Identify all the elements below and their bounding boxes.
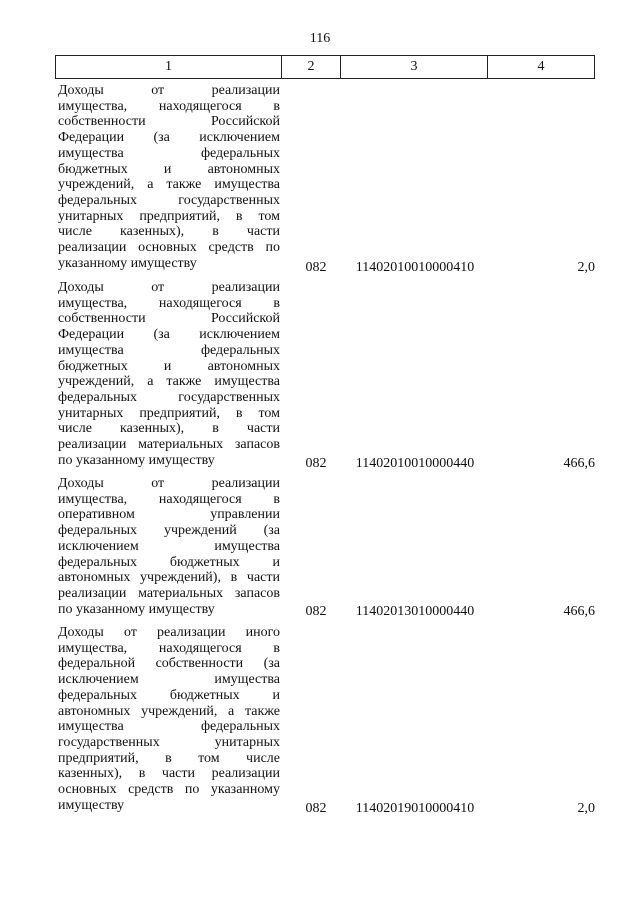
description-line: реализации материальных запасов xyxy=(58,437,280,453)
description-line: имущества федеральных xyxy=(58,145,280,161)
description-line: по указанному имуществу xyxy=(58,601,215,617)
description-line: основных средств по указанному xyxy=(58,782,280,798)
description-line: автономных учреждений, а также xyxy=(58,703,280,719)
description-line: реализации основных средств по xyxy=(58,240,280,256)
description-line: унитарных предприятий, в том xyxy=(58,405,280,421)
description-line: унитарных предприятий, в том xyxy=(58,208,280,224)
amount: 2,0 xyxy=(577,260,595,275)
table-row xyxy=(55,83,595,279)
description-line: числе казенных), в части xyxy=(58,421,280,437)
description-line: имущества, находящегося в xyxy=(58,295,280,311)
description-line: числе казенных), в части xyxy=(58,224,280,240)
description-line: имущества, находящегося в xyxy=(58,98,280,114)
description-line: федеральных государственных xyxy=(58,192,280,208)
description-line: Федерации (за исключением xyxy=(58,130,280,146)
description-line: казенных), в части реализации xyxy=(58,766,280,782)
budget-classification-code: 11402019010000410 xyxy=(355,801,475,816)
description-line: федеральной собственности (за xyxy=(58,656,280,672)
description-line: по указанному имуществу xyxy=(58,452,215,468)
table-row xyxy=(55,476,595,622)
budget-classification-code: 11402013010000440 xyxy=(355,604,475,619)
description-line: федеральных бюджетных и xyxy=(58,687,280,703)
description-line: собственности Российской xyxy=(58,311,280,327)
admin-code: 082 xyxy=(305,604,327,619)
description-line: имущества федеральных xyxy=(58,719,280,735)
header-column-4: 4 xyxy=(537,59,545,74)
admin-code: 082 xyxy=(305,801,327,816)
amount: 466,6 xyxy=(563,456,595,471)
description-line: бюджетных и автономных xyxy=(58,358,280,374)
description-line: Доходы от реализации xyxy=(58,280,280,295)
page-number: 116 xyxy=(309,31,331,46)
description-line: государственных унитарных xyxy=(58,734,280,750)
income-description xyxy=(58,83,280,271)
description-line: имущества федеральных xyxy=(58,342,280,358)
budget-classification-code: 11402010010000410 xyxy=(355,260,475,275)
table-row xyxy=(55,625,595,821)
header-column-2: 2 xyxy=(282,56,341,78)
description-line: имущества, находящегося в xyxy=(58,640,280,656)
header-column-1: 1 xyxy=(56,56,282,78)
description-line: собственности Российской xyxy=(58,114,280,130)
description-line: Доходы от реализации иного xyxy=(58,625,280,640)
description-line: предприятий, в том числе xyxy=(58,750,280,766)
description-line: федеральных учреждений (за xyxy=(58,523,280,539)
admin-code: 082 xyxy=(305,260,327,275)
amount: 2,0 xyxy=(577,801,595,816)
amount: 466,6 xyxy=(563,604,595,619)
description-line: оперативном управлении xyxy=(58,507,280,523)
description-line: федеральных государственных xyxy=(58,389,280,405)
table-row xyxy=(55,280,595,476)
income-description xyxy=(58,625,280,813)
description-line: имущества, находящегося в xyxy=(58,491,280,507)
description-line: федеральных бюджетных и xyxy=(58,554,280,570)
header-column-3: 3 xyxy=(341,56,488,78)
description-line: Доходы от реализации xyxy=(58,83,280,98)
description-line: Доходы от реализации xyxy=(58,476,280,491)
description-line: указанному имуществу xyxy=(58,255,197,271)
admin-code: 082 xyxy=(305,456,327,471)
description-line: исключением имущества xyxy=(58,672,280,688)
description-line: реализации материальных запасов xyxy=(58,585,280,601)
description-line: учреждений, а также имущества xyxy=(58,374,280,390)
description-line: автономных учреждений), в части xyxy=(58,570,280,586)
table-header-row xyxy=(55,55,595,79)
description-line: имуществу xyxy=(58,797,125,813)
budget-classification-code: 11402010010000440 xyxy=(355,456,475,471)
description-line: учреждений, а также имущества xyxy=(58,177,280,193)
description-line: исключением имущества xyxy=(58,538,280,554)
description-line: бюджетных и автономных xyxy=(58,161,280,177)
description-line: Федерации (за исключением xyxy=(58,327,280,343)
income-description xyxy=(58,280,280,468)
income-description xyxy=(58,476,280,617)
